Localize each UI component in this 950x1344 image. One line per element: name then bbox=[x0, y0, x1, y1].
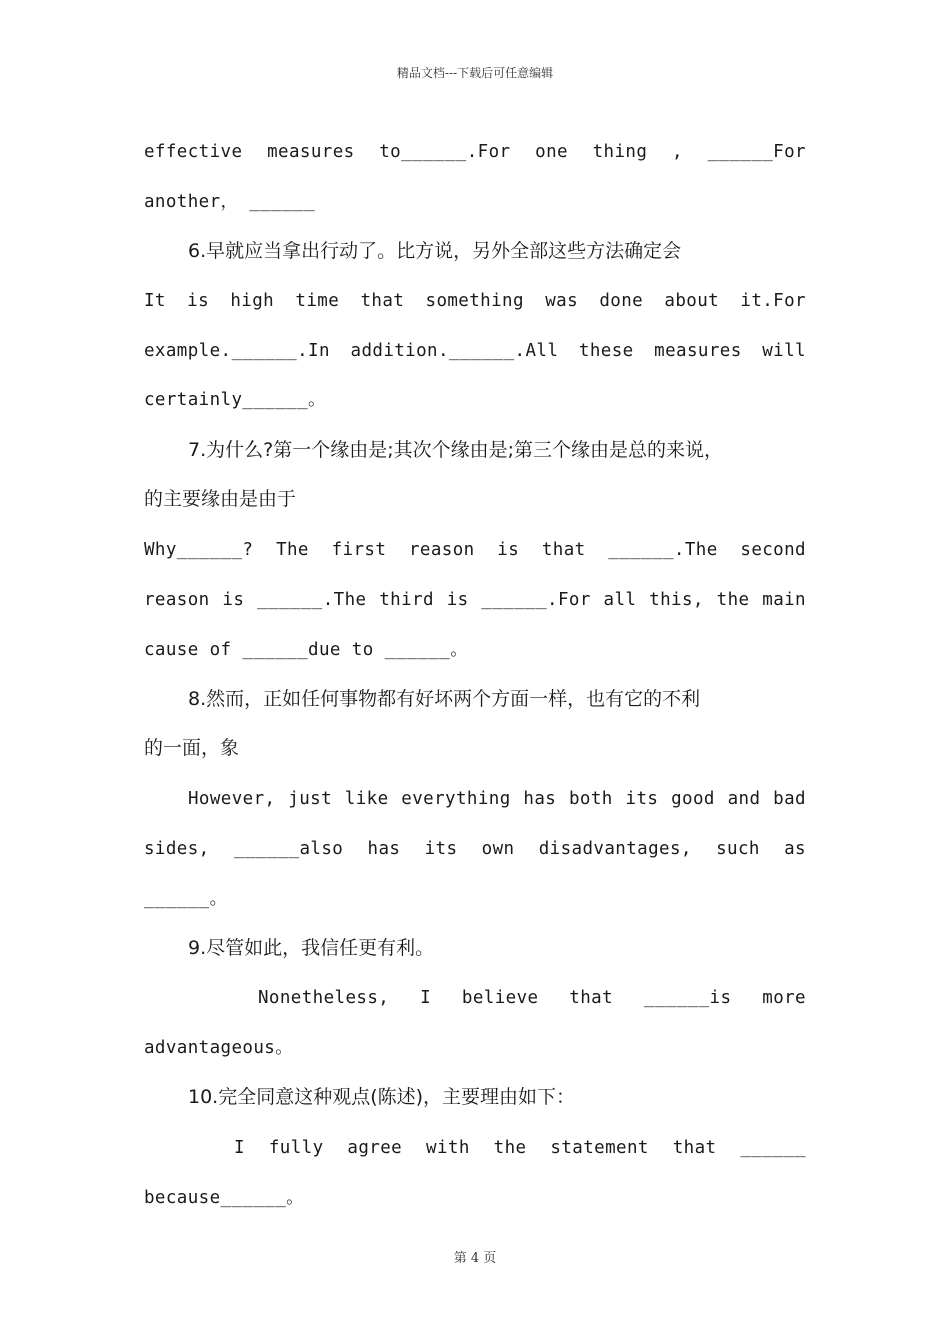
page-number: 第 4 页 bbox=[453, 1251, 497, 1266]
text-line: 的主要缘由是由于 bbox=[144, 488, 297, 510]
text-line: I fully agree with the statement that ______ bbox=[234, 1138, 806, 1158]
text-line: 10.完全同意这种观点(陈述)，主要理由如下： bbox=[188, 1086, 576, 1108]
text-line: 9.尽管如此，我信任更有利。 bbox=[188, 937, 435, 959]
text-line: reason is ______.The third is ______.For all this, the main bbox=[144, 590, 806, 610]
text-line: ______。 bbox=[144, 889, 228, 909]
text-line: advantageous。 bbox=[144, 1038, 294, 1058]
text-line: certainly______。 bbox=[144, 390, 326, 410]
text-line: 6.早就应当拿出行动了。比方说，另外全部这些方法确定会 bbox=[188, 240, 682, 262]
text-line: It is high time that something was done about it.For bbox=[144, 291, 806, 311]
text-line: 7.为什么?第一个缘由是;其次个缘由是;第三个缘由是总的来说， bbox=[188, 439, 724, 461]
page-header: 精品文档---下载后可任意编辑 bbox=[396, 66, 554, 80]
text-line: another， ______ bbox=[144, 192, 316, 212]
text-line: sides, ______also has its own disadvantages, such as bbox=[144, 839, 806, 859]
text-line: 8.然而，正如任何事物都有好坏两个方面一样，也有它的不利 bbox=[188, 688, 701, 710]
text-line: Why______? The first reason is that ______.The second bbox=[144, 540, 806, 560]
text-line: However, just like everything has both its good and bad bbox=[188, 789, 806, 809]
text-line: effective measures to______.For one thing , ______For bbox=[144, 142, 806, 162]
text-line: cause of ______due to ______。 bbox=[144, 640, 469, 660]
text-line: example.______.In addition.______.All these measures will bbox=[144, 341, 806, 361]
text-line: Nonetheless, I believe that ______is more bbox=[258, 988, 806, 1008]
text-line: 的一面，象 bbox=[144, 737, 240, 759]
text-line: because______。 bbox=[144, 1188, 305, 1208]
